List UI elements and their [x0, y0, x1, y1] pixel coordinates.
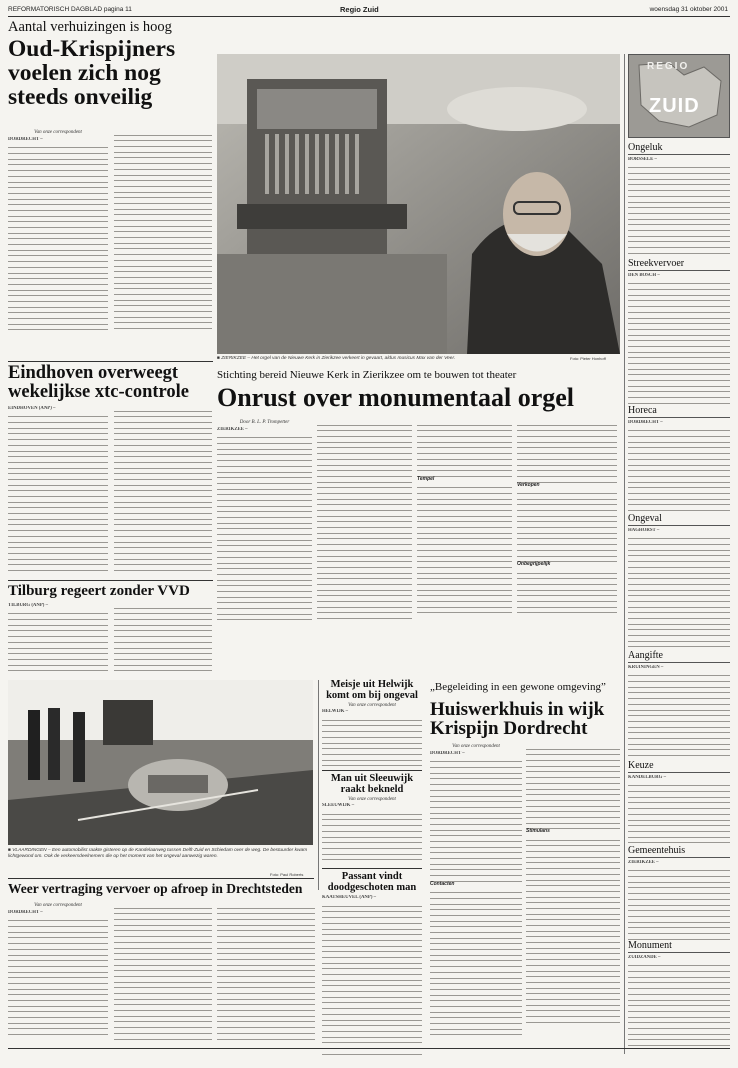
- subhead: Verkopen: [517, 481, 540, 488]
- text-lines: [517, 488, 617, 562]
- sidebar-title: Keuze: [628, 760, 730, 773]
- text-lines: [526, 835, 620, 1023]
- text-lines: [317, 420, 412, 619]
- dateline: HELWIJK –: [322, 709, 349, 715]
- publication-date: woensdag 31 oktober 2001: [649, 6, 728, 13]
- article-body: [114, 903, 212, 1040]
- short-article: [322, 680, 422, 767]
- article-body: [517, 420, 617, 625]
- article-body: [217, 903, 315, 1040]
- article-body: [8, 406, 108, 576]
- article-body: [430, 751, 522, 1036]
- divider: [8, 361, 213, 362]
- text-lines: [430, 888, 522, 1036]
- byline: Van onze correspondent: [34, 903, 82, 908]
- subhead: Tempel: [417, 475, 435, 482]
- sidebar-item: [628, 258, 730, 405]
- article-body: [317, 420, 412, 625]
- dateline: KRUININGEN –: [628, 665, 664, 670]
- dateline: EINDHOVEN (ANP) –: [8, 406, 56, 411]
- short-article: [322, 774, 422, 861]
- text-lines: [8, 609, 108, 673]
- sidebar-body: [628, 273, 730, 405]
- dateline: ZIERIKZEE –: [217, 427, 248, 432]
- text-lines: [8, 143, 108, 331]
- divider: [322, 770, 422, 771]
- headline: Eindhoven overweegt wekelijkse xtc-controle: [8, 363, 190, 402]
- photo-illustration: [8, 680, 313, 845]
- divider: [8, 580, 213, 581]
- headline: Passant vindt doodgeschoten man: [327, 871, 417, 893]
- dateline: TILBURG (ANP) –: [8, 603, 48, 608]
- dateline: SLEEUWIJK –: [322, 803, 355, 809]
- byline: Van onze correspondent: [452, 744, 500, 749]
- photo-organ-man: [217, 54, 620, 354]
- dateline: HAGHORST –: [628, 528, 660, 533]
- photo-credit: Foto: Paul Roberts: [270, 872, 304, 877]
- sidebar-body: [628, 528, 730, 650]
- dateline: KAATSHEUVEL (ANP) –: [322, 895, 377, 901]
- article-body: [8, 137, 108, 337]
- dateline: DORDRECHT –: [430, 751, 465, 756]
- article-body: [114, 603, 212, 673]
- headline: Onrust over monumentaal orgel: [217, 383, 574, 412]
- sidebar-item: [628, 760, 730, 845]
- sidebar: [628, 142, 730, 1057]
- sidebar-title: Streekvervoer: [628, 258, 730, 271]
- kicker: „Begeleiding in een gewone omgeving”: [430, 681, 606, 693]
- square-icon: ■: [217, 356, 222, 361]
- sidebar-item: [628, 845, 730, 940]
- sidebar-body: [628, 420, 730, 513]
- sidebar-title: Gemeentehuis: [628, 845, 730, 858]
- sidebar-item: [628, 650, 730, 760]
- text-lines: [217, 433, 312, 621]
- dateline: BORSSELE –: [628, 157, 657, 162]
- caption-text: VLAARDINGEN – Een automobilist raakte gisteren op de Kandelaarweg tussen Delft-Zuid en Schiedam over de weg. De bestuurder kwam lichtgewond om. Ook de verkeersdeelnemers die op het moment van het ongeval aanwezig waren.: [8, 848, 308, 859]
- headline: Weer vertraging vervoer op afroep in Drechtsteden: [8, 881, 303, 896]
- logo-top: REGIO: [647, 61, 690, 72]
- sidebar-body: [628, 775, 730, 845]
- photo-caption: [217, 356, 547, 362]
- footer-rule: [8, 1048, 730, 1049]
- sidebar-body: [628, 860, 730, 940]
- sidebar-title: Ongeval: [628, 513, 730, 526]
- dateline: DEN BOSCH –: [628, 273, 660, 278]
- headline: Huiswerkhuis in wijk Krispijn Dordrecht: [430, 699, 605, 740]
- photo-accident: [8, 680, 313, 845]
- byline: Van onze correspondent: [34, 130, 82, 135]
- section-title: Regio Zuid: [340, 5, 379, 14]
- text-lines: [114, 603, 212, 671]
- column-rule: [318, 680, 319, 890]
- regio-zuid-logo: [628, 54, 730, 138]
- byline: Van onze correspondent: [348, 797, 396, 803]
- text-lines: [114, 406, 212, 571]
- byline: Van onze correspondent: [348, 703, 396, 709]
- text-lines: [526, 744, 620, 829]
- sidebar-title: Ongeluk: [628, 142, 730, 155]
- sidebar-body: [628, 955, 730, 1050]
- sidebar-title: Monument: [628, 940, 730, 953]
- photo-credit: Foto: Pieter Honhoff: [570, 356, 606, 361]
- caption-text: ZIERIKZEE – Het orgel van de Nieuwe Kerk in Zierikzee verkeert in gevaart, aldus musicus Max van der Veer.: [221, 356, 456, 361]
- headline: Man uit Sleeuwijk raakt bekneld: [330, 773, 414, 795]
- article-body: [8, 603, 108, 673]
- headline: Tilburg regeert zonder VVD: [8, 583, 190, 599]
- sidebar-item: [628, 142, 730, 258]
- article-body: [322, 895, 422, 1055]
- sidebar-body: [628, 665, 730, 760]
- article-body: [114, 406, 212, 576]
- header-rule: [8, 16, 730, 17]
- headline: Meisje uit Helwijk komt om bij ongeval: [326, 679, 418, 701]
- square-icon: ■: [8, 848, 13, 853]
- byline: Door B. L. P. Trompetter: [239, 420, 290, 425]
- article-body: [114, 130, 212, 335]
- article-body: [322, 709, 422, 767]
- article-body: [322, 803, 422, 861]
- sidebar-item: [628, 513, 730, 650]
- text-lines: [114, 130, 212, 329]
- logo-main: ZUID: [649, 95, 700, 117]
- column-rule: [624, 54, 625, 1054]
- sidebar-item: [628, 405, 730, 513]
- photo-illustration: [217, 54, 620, 354]
- text-lines: [8, 412, 108, 571]
- text-lines: [417, 420, 512, 477]
- article-body: [417, 420, 512, 625]
- article-body: [8, 910, 108, 1040]
- dateline: DORDRECHT –: [628, 420, 663, 425]
- text-lines: [217, 903, 315, 1040]
- photo-caption: [8, 848, 313, 859]
- dateline: KANDELBURG –: [628, 775, 666, 780]
- sidebar-title: Aangifte: [628, 650, 730, 663]
- text-lines: [517, 420, 617, 483]
- kicker: Aantal verhuizingen is hoog: [8, 19, 172, 35]
- text-lines: [430, 757, 522, 882]
- sidebar-item: [628, 940, 730, 1050]
- article-body: [217, 427, 312, 625]
- divider: [8, 878, 314, 879]
- dateline: ZIERIKZEE –: [628, 860, 659, 865]
- dateline: DORDRECHT –: [8, 910, 43, 915]
- newspaper-header-left: REFORMATORISCH DAGBLAD pagina 11: [8, 6, 132, 13]
- text-lines: [517, 568, 617, 614]
- dateline: DORDRECHT –: [8, 137, 43, 142]
- subhead: Stimulans: [526, 828, 550, 835]
- sidebar-body: [628, 157, 730, 257]
- divider: [322, 868, 422, 869]
- article-body: [526, 744, 620, 1036]
- dateline: ZUIDZANDE –: [628, 955, 661, 960]
- kicker: Stichting bereid Nieuwe Kerk in Zierikzee om te bouwen tot theater: [217, 369, 517, 381]
- text-lines: [114, 903, 212, 1040]
- short-article: [322, 872, 422, 1055]
- subhead: Onbegrijpelijk: [517, 561, 551, 568]
- subhead: Contacten: [430, 880, 455, 887]
- headline: Oud-Krispijners voelen zich nog steeds onveilig: [8, 36, 176, 110]
- sidebar-title: Horeca: [628, 405, 730, 418]
- text-lines: [417, 483, 512, 614]
- text-lines: [8, 916, 108, 1040]
